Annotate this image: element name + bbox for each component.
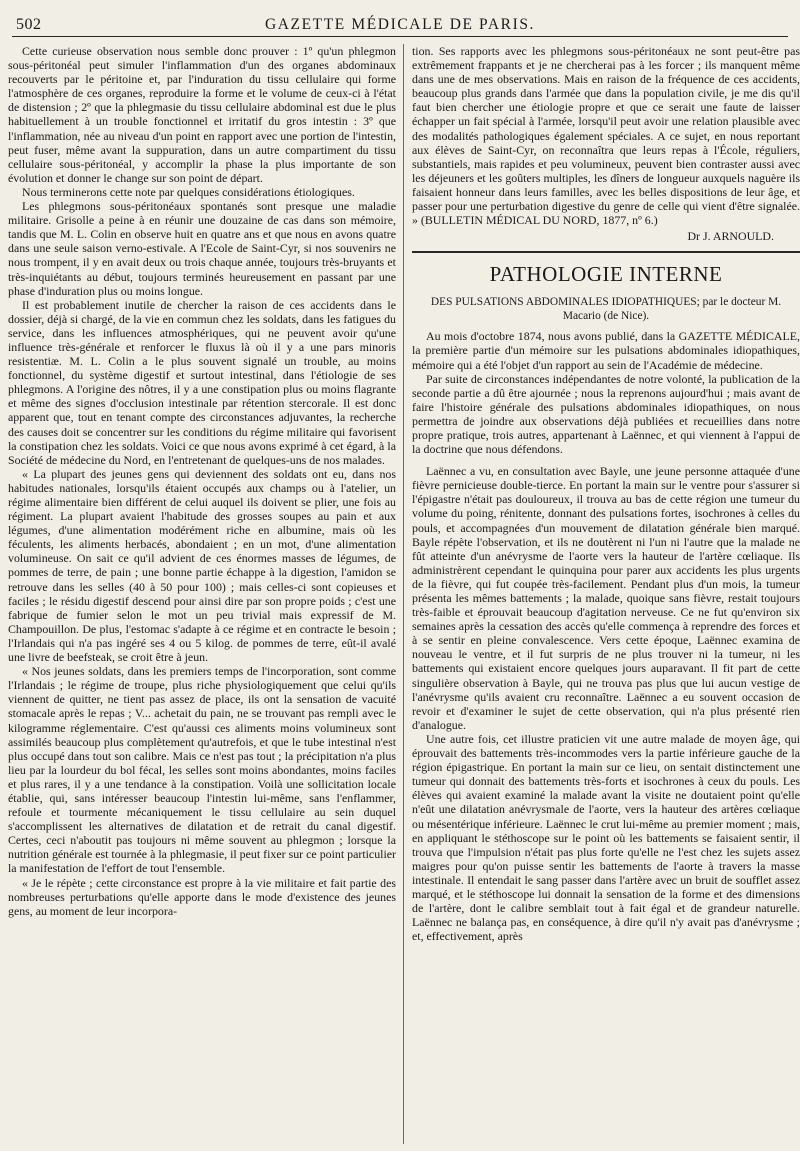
continued-paragraph: tion. Ses rapports avec les phlegmons sous-péritonéaux ne sont peut-être pas extrêmement frappants et je ne chercherai pas à les forcer ; ils manquent même dans une de mes observations. Mais en raison de la fréquence de ces accidents, beaucoup plus grands dans l'armée que dans la population civile, je me dis qu'il faut bien chercher une étiologie propre et que ce serait une faute de laisser échapper un fait spécial à l'armée, lorsqu'il peut avoir une relation plausible avec des modalités pathologiques également spéciales. A ce sujet, en nous reportant aux élèves de Saint-Cyr, on reconnaîtra que leurs repas à l'École, réguliers, substantiels, mais rapides et peu volumineux, peuvent bien contraster aussi avec les déjeuners et les goûters multiples, les dîners de longueur auxquels naguère ils faisaient honneur dans leurs familles, avec les belles dispositions de leur âge, et passer pour une perturbation digestive du genre de celle qui vient d'être signalée. » (BULLETIN MÉDICAL DU NORD, 1877, nº 6.) — [412, 44, 800, 228]
quote-paragraph: « Nos jeunes soldats, dans les premiers temps de l'incorporation, sont comme l'Irlandais ; le régime de troupe, plus riche physiologiquement que celui qu'ils viennent de quitter, ne tient pas assez de place, ils ont la sensation de vacuité stomacale après le repas ; V... achetait du pain, ne se trouvant pas rempli avec le kilogramme réglementaire. C'est qu'aussi ces aliments moins volumineux sont assimilés beaucoup plus complètement qu'autrefois, et que le tube intestinal n'est plus occupé dans tout son calibre. Mais ce n'est pas tout ; la précipitation n'a plus lieu par la lourdeur du bol fécal, les selles sont moins abondantes, moins faciles et plus rares, il y a une tendance à la constipation. Voilà une sollicitation locale établie, qui, sans intéresser beaucoup l'intestin lui-même, sans l'enflammer, refoule et tourmente mécaniquement le tissu cellulaire au sein duquel s'accomplissent les alternatives de dilatation et de retrait du canal digestif. Certes, ceci n'aboutit pas toujours ni même souvent au phlegmon ; lorsque la nutrition générale est tournée à la phlegmasie, il peut fixer sur ce point particulier la manifestation de l'effort de tout l'ensemble. — [8, 664, 396, 876]
paragraph: Une autre fois, cet illustre praticien vit une autre malade de moyen âge, qui éprouvait des battements très-incommodes vers la partie inférieure gauche de la région épigastrique. En portant la main sur ce lieu, on sentait distinctement une tumeur qui donnait des battements très-forts et isochrones à ceux du pouls. Les élèves qui avaient examiné la malade avant la visite ne doutaient point qu'elle n'eût une dilatation anévrysmale de l'aorte, vers la hauteur des artères cœliaque ou mésentérique inférieure. Laënnec le crut lui-même au premier moment ; mais, en appliquant le stéthoscope sur le point où les battements se faisaient sentir, il trouva que l'impulsion n'était pas plus forte qu'elle ne l'est chez les sujets assez maigres pour qu'on puisse sentir les battements de l'aorte à travers la masse intestinale. Il entendait le sang passer dans l'artère avec un bruit de soufflet assez marqué, et le stéthoscope lui donnait la sensation de la forme et des dimensions de l'artère, dont le calibre semblait tout à fait égal et de grandeur naturelle. Laënnec ne balança pas, en conséquence, à dire qu'il n'y avait pas d'anévrysme ; et, effectivement, après — [412, 731, 800, 944]
right-column — [412, 44, 800, 1144]
article-title — [412, 295, 800, 323]
page-number: 502 — [16, 16, 42, 33]
section-header — [412, 251, 800, 323]
journal-title: GAZETTE MÉDICALE DE PARIS. — [264, 16, 536, 33]
quote-paragraph: « La plupart des jeunes gens qui deviennent des soldats ont eu, dans nos habitudes nationales, lorsqu'ils étaient occupés aux champs ou à l'atelier, un régime alimentaire bien différent de celui auquel ils doivent se plier, une fois au régiment. La plupart avaient l'habitude des grosses soupes au pain et aux légumes, d'une alimentation modérément riche en albumine, mais où les féculents, les aliments herbacés, abondaient ; en un mot, d'une alimentation volumineuse. On sait ce qu'il advient de ces énormes masses de légumes, de pommes de terre, de pain ; une bonne partie échappe à la digestion, l'amidon se retrouve dans les selles (40 à 50 pour 100) ; mais celles-ci sont copieuses et faciles ; le résidu digestif descend pour ainsi dire par son propre poids ; c'est une fabrique de fumier selon le mot un peu trivial mais expressif de M. Champouillon. De plus, l'estomac s'adapte à ce régime et en contracte le besoin ; l'Irlandais qui n'a pas ingéré ses 4 ou 5 kilog. de pommes de terre, eût-il avalé une livre de beefsteak, se croit être à jeun. — [8, 466, 396, 665]
section-title: PATHOLOGIE INTERNE — [489, 262, 723, 287]
article-title-rest: ; par le docteur M. Macario (de Nice). — [562, 296, 782, 323]
running-head — [12, 12, 788, 37]
paragraph: Cette curieuse observation nous semble donc prouver : 1º qu'un phlegmon sous-péritonéal peut simuler l'inflammation d'un des organes abdominaux recouverts par le péritoine et, par l'induration du tissu cellulaire qui forme l'atmosphère de ces organes, reproduire la forme et le volume de ceux-ci à l'état de distension ; 2º que la phlegmasie du tissu cellulaire abdominal est due le plus habituellement à un trouble fonctionnel et irritatif du gros intestin : 3º que l'inflammation, née au niveau d'un point en rapport avec une portion de l'intestin, peut fuser, même avant la suppuration, dans un autre compartiment du tissu cellulaire sous-péritonéal, y accomplir la phase la plus importante de son évolution et donner le change sur son point de départ. — [8, 44, 396, 185]
paragraph: Laënnec a vu, en consultation avec Bayle, une jeune personne attaquée d'une fièvre pernicieuse double-tierce. En portant la main sur le ventre pour s'assurer si l'épigastre n'était pas douloureux, il trouva au bas de cette région une tumeur du volume du poing, rénitente, donnant des pulsations fortes, isochrones à celles du pouls, et accompagnées d'un mouvement de dilatation générale bien marqué. Bayle répète l'observation, et ils ne doutèrent ni l'un ni l'autre que la malade ne fût atteinte d'un anévrysme de l'aorte vers la hauteur de l'artère cœliaque. Ils administrèrent cependant le quinquina pour parer aux accidents les plus urgents de la fièvre, qui fut coupée très-facilement. Pendant plus d'un mois, la tumeur présenta les mêmes battements ; la malade, quoique sans fièvre, restait toujours très-faible et éprouvait beaucoup d'agitation nerveuse. Ce ne fut qu'environ six semaines après la cessation des accès qu'elle commença à reprendre des forces et à se sentir en pleine convalescence. Vers cette époque, Laënnec examina de nouveau le ventre, et il fut surpris de ne plus trouver ni la tumeur, ni les battements qui existaient encore quelques jours auparavant. Il fit part de cette singulière observation à Bayle, qui ne trouva pas plus que lui aucun vestige de l'anévrysme qu'ils avaient cru reconnaître. Laënnec a eu souvent occasion de revoir et d'examiner le sujet de cette observation, qui n'a plus présenté rien d'analogue. — [412, 464, 800, 732]
column-divider — [403, 44, 404, 1144]
paragraph: Il est probablement inutile de chercher la raison de ces accidents dans le dossier, déjà si chargé, de la vie en commun chez les soldats, dans les fatigues du service, dans les influences atmosphériques, qui ne peuvent avoir qu'une influence très-générale et renforcer le fluxus là où il y a une pars minoris resistentiæ. M. L. Colin a le plus souvent signalé un trouble, au moins fonctionnel, du système digestif et surtout intestinal, dans l'étiologie de ses phlegmons. A l'origine des nôtres, il y a une constipation plus ou moins flagrante et même des signes d'occlusion intestinale par rétention stercorale. Il est donc apparent que, tout en tenant compte des circonstances adjuvantes, la recherche des causes doit se concentrer sur les conditions du régime militaire qui favorisent la constipation chez les soldats. Voici ce que nous avons exprimé à cet égard, à la Société de médecine du Nord, en l'entretenant de quelques-uns de nos malades. — [8, 297, 396, 467]
author-signature: Dr J. ARNOULD. — [687, 229, 774, 244]
paragraph: Nous terminerons cette note par quelques considérations étiologiques. — [22, 184, 355, 199]
left-column — [8, 44, 396, 1144]
quote-paragraph: « Je le répète ; cette circonstance est propre à la vie militaire et fait partie des nombreuses perturbations qu'elle apporte dans le mode d'existence des jeunes gens, au moment de leur incorpora- — [8, 875, 396, 918]
paragraph: Au mois d'octobre 1874, nous avons publié, dans la GAZETTE MÉDICALE, la première partie d'un mémoire sur les pulsations abdominales idiopathiques, mémoire qui a été l'objet d'un rapport au sein de l'Académie de médecine. — [412, 329, 800, 372]
paragraph: Par suite de circonstances indépendantes de notre volonté, la publication de la seconde partie a dû être ajournée ; nous la reprenons aujourd'hui ; mais avant de faire l'histoire générale des pulsations abdominales idiopathiques, on nous permettra de joindre aux observations déjà publiées et recueillies dans notre propre pratique, trois autres, appartenant à Laënnec, et qui viennent à l'appui de la doctrine que nous défendons. — [412, 371, 800, 457]
article-title-prefix: DES PULSATIONS ABDOMINALES IDIOPATHIQUES — [430, 296, 697, 309]
paragraph: Les phlegmons sous-péritonéaux spontanés sont presque une maladie militaire. Grisolle a peine à en réunir une douzaine de cas dans son mémoire, tandis que M. L. Colin en observe huit en quatre ans et que nous en avons quatre dans une seule saison verno-estivale. A l'Ecole de Saint-Cyr, si nos souvenirs ne nous trompent, il y en avait deux ou trois chaque année, toujours très-bruyants et très-inquiétants au début, toujours terminés heureusement en passant par une phase d'induration plus ou moins longue. — [8, 199, 396, 298]
